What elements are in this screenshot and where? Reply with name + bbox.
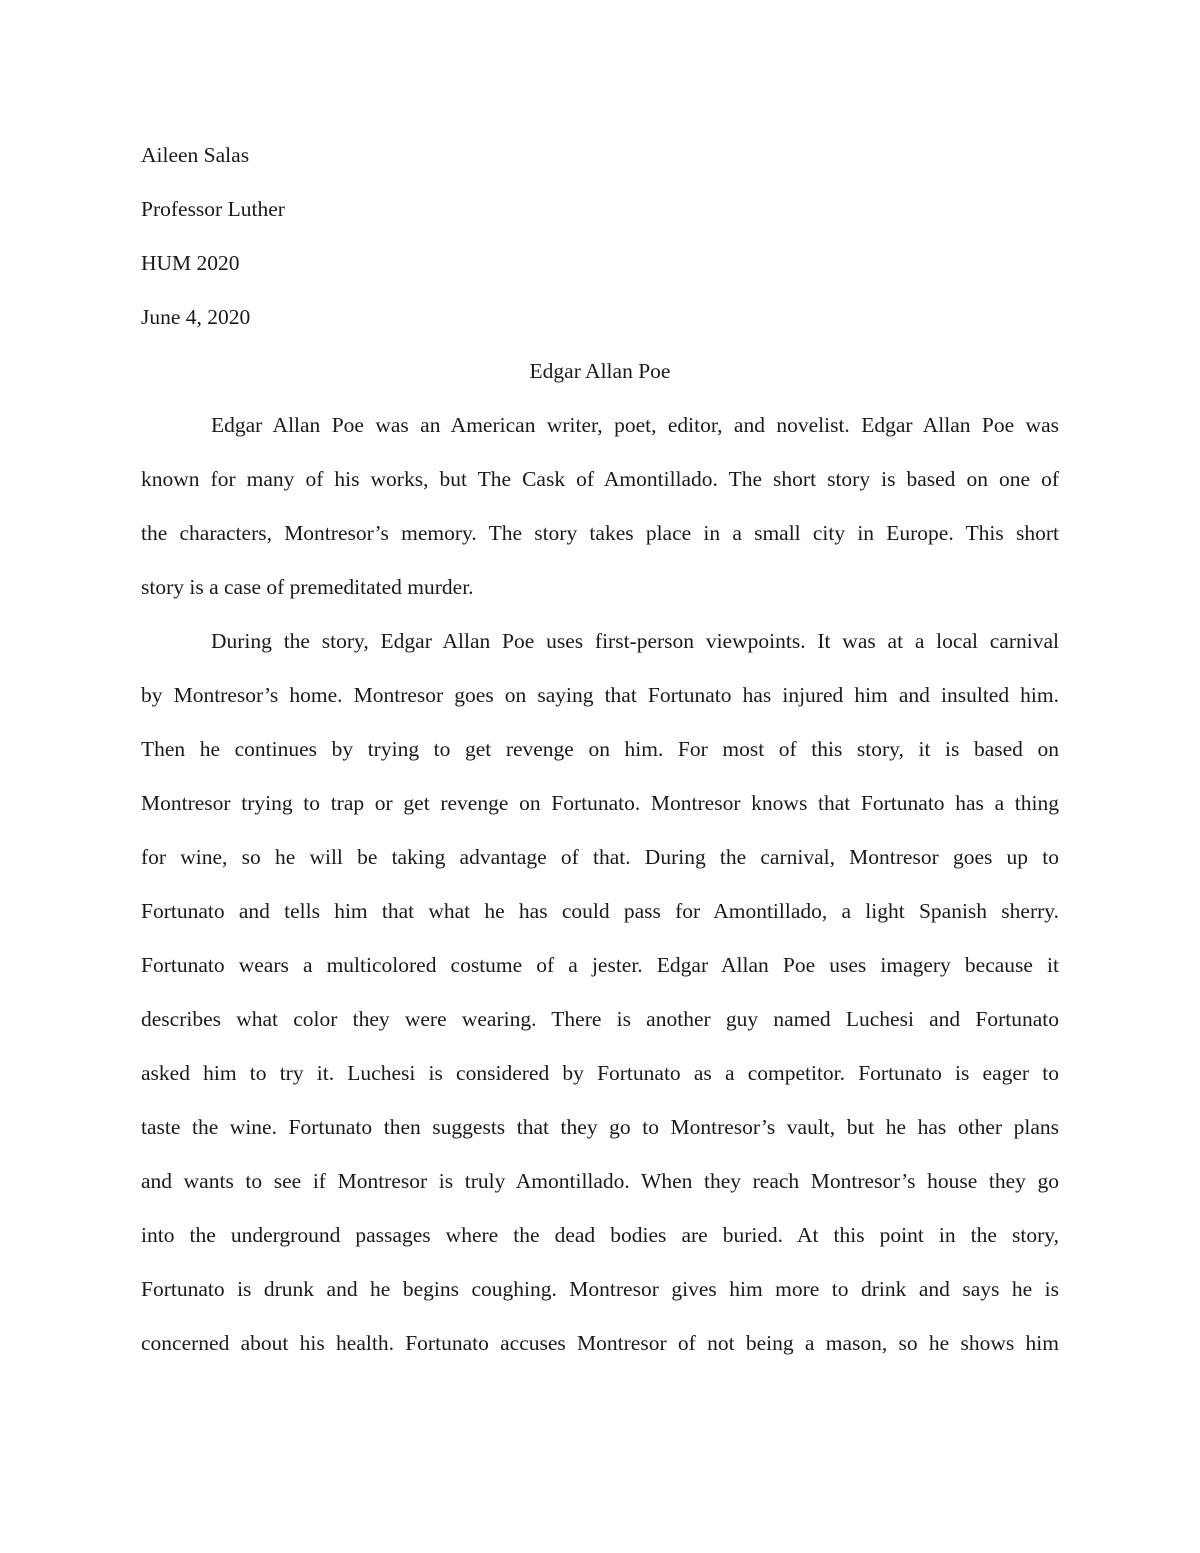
paragraph-line: During the story, Edgar Allan Poe uses first-person viewpoints. It was at a local carnival	[211, 629, 1059, 653]
paragraph-line: Then he continues by trying to get revenge on him. For most of this story, it is based on	[141, 737, 1059, 761]
paragraph-line: asked him to try it. Luchesi is considered by Fortunato as a competitor. Fortunato is eager to	[141, 1061, 1059, 1085]
paragraph-line: into the underground passages where the dead bodies are buried. At this point in the story,	[141, 1223, 1059, 1247]
paragraph-line: for wine, so he will be taking advantage of that. During the carnival, Montresor goes up to	[141, 845, 1059, 869]
paragraph-line: by Montresor’s home. Montresor goes on saying that Fortunato has injured him and insulted him.	[141, 683, 1059, 707]
essay-title: Edgar Allan Poe	[529, 359, 671, 383]
paragraph-line: Montresor trying to trap or get revenge on Fortunato. Montresor knows that Fortunato has a thing	[141, 791, 1059, 815]
course-code: HUM 2020	[141, 251, 240, 275]
paragraph-line: Edgar Allan Poe was an American writer, poet, editor, and novelist. Edgar Allan Poe was	[211, 413, 1059, 437]
instructor-name: Professor Luther	[141, 197, 285, 221]
paragraph-line: and wants to see if Montresor is truly Amontillado. When they reach Montresor’s house they go	[141, 1169, 1059, 1193]
paragraph-line: taste the wine. Fortunato then suggests that they go to Montresor’s vault, but he has other plans	[141, 1115, 1059, 1139]
paragraph-line: story is a case of premeditated murder.	[141, 575, 474, 599]
author-name: Aileen Salas	[141, 143, 250, 167]
paragraph-line: Fortunato and tells him that what he has could pass for Amontillado, a light Spanish sherry.	[141, 899, 1059, 923]
paragraph-2	[141, 614, 1059, 1370]
paragraph-line: describes what color they were wearing. There is another guy named Luchesi and Fortunato	[141, 1007, 1059, 1031]
paragraph-line: concerned about his health. Fortunato accuses Montresor of not being a mason, so he shows him	[141, 1331, 1059, 1355]
paragraph-line: Fortunato is drunk and he begins coughing. Montresor gives him more to drink and says he is	[141, 1277, 1059, 1301]
paragraph-line: the characters, Montresor’s memory. The story takes place in a small city in Europe. This short	[141, 521, 1059, 545]
paragraph-line: known for many of his works, but The Cask of Amontillado. The short story is based on one of	[141, 467, 1059, 491]
paragraph-1	[141, 398, 1059, 614]
document-body	[141, 128, 1059, 1370]
date-line: June 4, 2020	[141, 305, 251, 329]
paragraph-line: Fortunato wears a multicolored costume of a jester. Edgar Allan Poe uses imagery because it	[141, 953, 1059, 977]
